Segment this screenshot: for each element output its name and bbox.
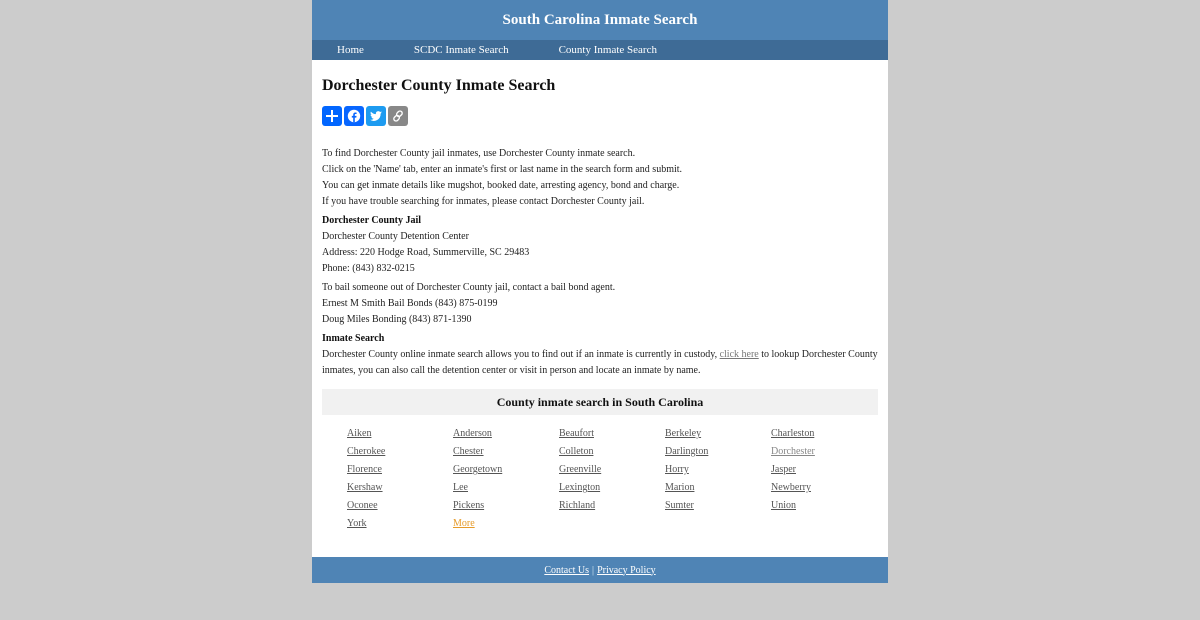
county-link-beaufort[interactable]: Beaufort — [559, 428, 594, 439]
county-link-cherokee[interactable]: Cherokee — [347, 446, 386, 457]
counties-heading: County inmate search in South Carolina — [322, 389, 878, 415]
link-icon — [391, 109, 405, 123]
county-link-anderson[interactable]: Anderson — [453, 428, 492, 439]
county-link-florence[interactable]: Florence — [347, 464, 382, 475]
county-link-lexington[interactable]: Lexington — [559, 482, 601, 493]
county-link-union[interactable]: Union — [771, 500, 796, 511]
site-title: South Carolina Inmate Search — [502, 11, 698, 28]
privacy-policy-link[interactable]: Privacy Policy — [597, 564, 656, 576]
county-link-york[interactable]: York — [347, 518, 367, 529]
site-header — [312, 0, 888, 40]
county-link-charleston[interactable]: Charleston — [771, 428, 815, 439]
share-copy-link-button[interactable] — [388, 106, 408, 126]
more-counties-link[interactable]: More — [453, 518, 475, 529]
bail-agent: Ernest M Smith Bail Bonds (843) 875-0199 — [322, 298, 498, 309]
facebook-icon — [347, 109, 361, 123]
county-link-greenville[interactable]: Greenville — [559, 464, 602, 475]
main-content — [312, 60, 888, 547]
county-link-oconee[interactable]: Oconee — [347, 500, 378, 511]
page-title: Dorchester County Inmate Search — [322, 77, 556, 94]
county-link-dorchester[interactable]: Dorchester — [771, 446, 815, 457]
bail-intro: To bail someone out of Dorchester County jail, contact a bail bond agent. — [322, 282, 616, 293]
click-here-link[interactable]: click here — [719, 349, 759, 360]
intro-line: To find Dorchester County jail inmates, use Dorchester County inmate search. — [322, 148, 636, 159]
site-footer — [312, 557, 888, 583]
bail-section — [322, 280, 878, 328]
county-link-pickens[interactable]: Pickens — [453, 500, 485, 511]
intro-line: Click on the 'Name' tab, enter an inmate's first or last name in the search form and submit. — [322, 164, 683, 175]
bail-agent: Doug Miles Bonding (843) 871-1390 — [322, 314, 472, 325]
jail-phone: Phone: (843) 832-0215 — [322, 263, 415, 274]
county-link-richland[interactable]: Richland — [559, 500, 596, 511]
county-link-berkeley[interactable]: Berkeley — [665, 428, 702, 439]
intro-section — [322, 146, 878, 210]
share-buttons — [322, 106, 878, 126]
county-list — [322, 415, 878, 547]
intro-line: If you have trouble searching for inmates, please contact Dorchester County jail. — [322, 196, 645, 207]
county-link-marion[interactable]: Marion — [665, 482, 695, 493]
county-link-georgetown[interactable]: Georgetown — [453, 464, 503, 475]
county-link-darlington[interactable]: Darlington — [665, 446, 709, 457]
inmate-search-text-before: Dorchester County online inmate search allows you to find out if an inmate is currently in custody, — [322, 349, 720, 360]
inmate-search-heading: Inmate Search — [322, 333, 385, 344]
intro-line: You can get inmate details like mugshot, booked date, arresting agency, bond and charge. — [322, 180, 680, 191]
county-link-kershaw[interactable]: Kershaw — [347, 482, 383, 493]
jail-name: Dorchester County Detention Center — [322, 231, 469, 242]
share-twitter-button[interactable] — [366, 106, 386, 126]
jail-heading: Dorchester County Jail — [322, 215, 422, 226]
inmate-search-section — [322, 331, 878, 379]
county-link-chester[interactable]: Chester — [453, 446, 484, 457]
inmate-search-text — [322, 347, 878, 379]
jail-address: Address: 220 Hodge Road, Summerville, SC 29483 — [322, 247, 530, 258]
share-add-button[interactable] — [322, 106, 342, 126]
page-container — [312, 0, 888, 583]
inmate-search-text-after: to lookup Dorchester County inmates, you can also call the detention center or visit in person and locate an inmate by name. — [322, 349, 878, 376]
county-link-aiken[interactable]: Aiken — [347, 428, 372, 439]
nav-county-inmate-search[interactable]: County Inmate Search — [558, 44, 657, 56]
county-link-sumter[interactable]: Sumter — [665, 500, 694, 511]
county-link-jasper[interactable]: Jasper — [771, 464, 796, 475]
jail-section — [322, 213, 878, 277]
footer-separator: | — [592, 564, 595, 576]
share-facebook-button[interactable] — [344, 106, 364, 126]
county-link-colleton[interactable]: Colleton — [559, 446, 594, 457]
county-link-horry[interactable]: Horry — [665, 464, 689, 475]
nav-scdc-inmate-search[interactable]: SCDC Inmate Search — [413, 44, 509, 56]
contact-us-link[interactable]: Contact Us — [544, 564, 590, 576]
nav-home[interactable]: Home — [337, 44, 364, 56]
county-link-newberry[interactable]: Newberry — [771, 482, 811, 493]
twitter-icon — [369, 109, 383, 123]
plus-icon — [325, 109, 339, 123]
main-nav — [312, 40, 888, 60]
county-link-lee[interactable]: Lee — [453, 482, 468, 493]
